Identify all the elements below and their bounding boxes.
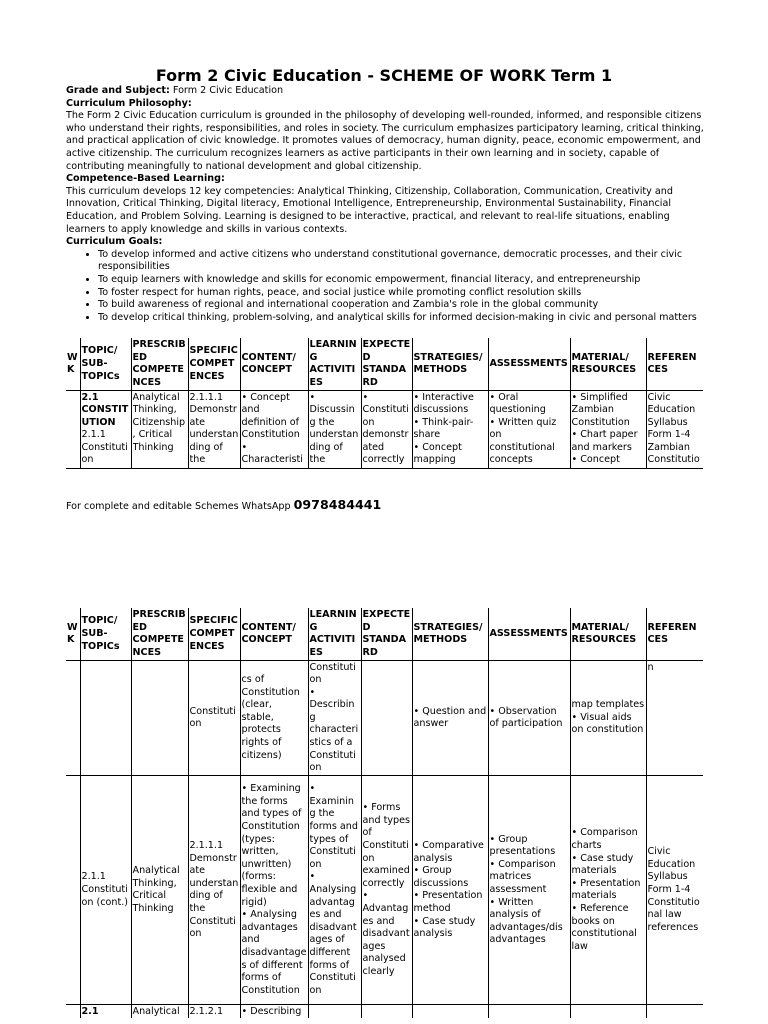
cell-references — [646, 1004, 703, 1018]
whatsapp-text: For complete and editable Schemes WhatsApp — [66, 501, 294, 512]
cell-assessment: • Oral questioning • Written quiz on constitutional concepts — [488, 390, 570, 468]
cell-strategies: • Question and answer — [412, 660, 488, 775]
cell-strategies — [412, 1004, 488, 1018]
cell-standard — [361, 660, 412, 775]
header-wk: WK — [66, 338, 80, 390]
competence-heading: Competence-Based Learning: — [66, 173, 225, 185]
header-content: CONTENT/ CONCEPT — [240, 338, 308, 390]
grade-label: Grade and Subject: — [66, 85, 170, 96]
philosophy-heading: Curriculum Philosophy: — [66, 97, 192, 109]
table-row — [66, 1004, 703, 1018]
scheme-table-1 — [66, 338, 703, 469]
goal-item: • To equip learners with knowledge and skills for economic empowerment, financial literacy, and entrepreneurship — [98, 274, 706, 287]
cell-topic: 2.1 — [80, 1004, 131, 1018]
header-wk: WK — [66, 608, 80, 660]
goals-list — [66, 249, 706, 325]
cell-prescribed: Analytical — [131, 1004, 188, 1018]
cell-strategies: • Interactive discussions • Think-pair-share • Concept mapping — [412, 390, 488, 468]
cell-strategies: • Comparative analysis • Group discussions • Presentation method • Case study analysis — [412, 775, 488, 1004]
cell-activities — [308, 1004, 361, 1018]
topic-bold: 2.1 CONSTITUTION — [81, 391, 129, 428]
topic-rest: 2.1.1 Constitution — [81, 429, 128, 466]
table-header-row — [66, 338, 703, 390]
cell-standard — [361, 1004, 412, 1018]
cell-wk — [66, 775, 80, 1004]
header-standard: EXPECTED STANDARD — [361, 338, 412, 390]
goal-item: • To foster respect for human rights, peace, and social justice while promoting conflict resolution skills — [98, 287, 706, 300]
cell-assessment — [488, 1004, 570, 1018]
header-activities: LEARNING ACTIVITIES — [308, 338, 361, 390]
header-materials: MATERIAL/ RESOURCES — [570, 608, 646, 660]
header-strategies: STRATEGIES/ METHODS — [412, 608, 488, 660]
cell-specific: 2.1.1.1 Demonstrate understanding of the — [188, 390, 240, 468]
header-activities: LEARNING ACTIVITIES — [308, 608, 361, 660]
cell-activities: Constitution • Describing characteristics of a Constitution — [308, 660, 361, 775]
header-references: REFERENCES — [646, 338, 703, 390]
cell-content: • Examining the forms and types of Constitution (types: written, unwritten) (forms: flexible and rigid) • Analysing advantages and disadvantages of different forms of Constitution — [240, 775, 308, 1004]
header-specific: SPECIFIC COMPETENCES — [188, 338, 240, 390]
cell-topic — [80, 660, 131, 775]
goals-heading: Curriculum Goals: — [66, 236, 163, 248]
cell-content: • Concept and definition of Constitution • Characteristi — [240, 390, 308, 468]
table-row — [66, 390, 703, 468]
cell-assessment: • Group presentations • Comparison matrices assessment • Written analysis of advantages/disadvantages — [488, 775, 570, 1004]
cell-content: cs of Constitution (clear, stable, protects rights of citizens) — [240, 660, 308, 775]
cell-specific: 2.1.1.1 Demonstrate understanding of the Constitution — [188, 775, 240, 1004]
cell-references: Civic Education Syllabus Form 1-4 Constitutional law references — [646, 775, 703, 1004]
cell-wk — [66, 390, 80, 468]
intro-section — [66, 85, 706, 324]
table-row — [66, 660, 703, 775]
whatsapp-number: 0978484441 — [293, 497, 382, 512]
cell-standard: • Forms and types of Constitution examined correctly • Advantages and disadvantages analysed clearly — [361, 775, 412, 1004]
page-title: Form 2 Civic Education - SCHEME OF WORK Term 1 — [155, 66, 613, 85]
cell-materials: map templates • Visual aids on constitution — [570, 660, 646, 775]
grade-value: Form 2 Civic Education — [172, 85, 284, 96]
header-topic: TOPIC/ SUB-TOPICs — [80, 338, 131, 390]
cell-activities: • Examining the forms and types of Constitution • Analysing advantages and disadvantages of different forms of Constitution — [308, 775, 361, 1004]
header-assessment: ASSESSMENTS — [488, 608, 570, 660]
table-row — [66, 775, 703, 1004]
cell-assessment: • Observation of participation — [488, 660, 570, 775]
header-assessment: ASSESSMENTS — [488, 338, 570, 390]
cell-materials: • Comparison charts • Case study materials • Presentation materials • Reference books on constitutional law — [570, 775, 646, 1004]
cell-wk — [66, 660, 80, 775]
header-materials: MATERIAL/ RESOURCES — [570, 338, 646, 390]
header-prescribed: PRESCRIBED COMPETENCES — [131, 338, 188, 390]
competence-text: This curriculum develops 12 key competencies: Analytical Thinking, Citizenship, Collaboration, Communication, Creativity and Innovation, Critical Thinking, Digital literacy, Emotional Intelligence, Entrepreneurship, Environmental Sustainability, Financial Education, and Problem Solving. Learning is designed to be interactive, practical, and relevant to real-life situations, enabling learners to apply knowledge and skills in various contexts. — [66, 185, 673, 235]
header-standard: EXPECTED STANDARD — [361, 608, 412, 660]
goal-item: • To build awareness of regional and international cooperation and Zambia's role in the global community — [98, 299, 706, 312]
cell-references: Civic Education Syllabus Form 1-4 Zambian Constitutio — [646, 390, 703, 468]
header-content: CONTENT/ CONCEPT — [240, 608, 308, 660]
cell-topic: 2.1.1 Constitution (cont.) — [80, 775, 131, 1004]
header-references: REFERENCES — [646, 608, 703, 660]
table-header-row — [66, 608, 703, 660]
cell-materials: • Simplified Zambian Constitution • Chart paper and markers • Concept — [570, 390, 646, 468]
cell-references: n — [646, 660, 703, 775]
header-prescribed: PRESCRIBED COMPETENCES — [131, 608, 188, 660]
cell-topic — [80, 390, 131, 468]
cell-standard: • Constitution demonstrated correctly — [361, 390, 412, 468]
header-topic: TOPIC/ SUB-TOPICs — [80, 608, 131, 660]
header-specific: SPECIFIC COMPETENCES — [188, 608, 240, 660]
philosophy-text: The Form 2 Civic Education curriculum is grounded in the philosophy of developing well-rounded, informed, and responsible citizens who understand their rights, responsibilities, and roles in society. The curriculum emphasizes participatory learning, critical thinking, and practical application of civic knowledge. It promotes values of democracy, human dignity, peace, economic empowerment, and active citizenship. The curriculum recognizes learners as active participants in their own learning and in society, capable of contributing meaningfully to national development and global citizenship. — [66, 110, 704, 172]
header-strategies: STRATEGIES/ METHODS — [412, 338, 488, 390]
cell-specific: Constitution — [188, 660, 240, 775]
cell-prescribed: Analytical Thinking, Critical Thinking — [131, 775, 188, 1004]
goal-item: • To develop critical thinking, problem-solving, and analytical skills for informed decision-making in civic and personal matters — [98, 312, 706, 325]
cell-wk — [66, 1004, 80, 1018]
cell-content: • Describing — [240, 1004, 308, 1018]
cell-prescribed — [131, 660, 188, 775]
whatsapp-note — [66, 497, 381, 512]
cell-prescribed: Analytical Thinking, Citizenship, Critical Thinking — [131, 390, 188, 468]
cell-activities: • Discussing the understanding of the — [308, 390, 361, 468]
cell-materials — [570, 1004, 646, 1018]
grade-line — [66, 85, 706, 98]
cell-specific: 2.1.2.1 — [188, 1004, 240, 1018]
goal-item: • To develop informed and active citizens who understand constitutional governance, democratic processes, and their civic responsibilities — [98, 249, 706, 274]
scheme-table-2 — [66, 608, 703, 1018]
